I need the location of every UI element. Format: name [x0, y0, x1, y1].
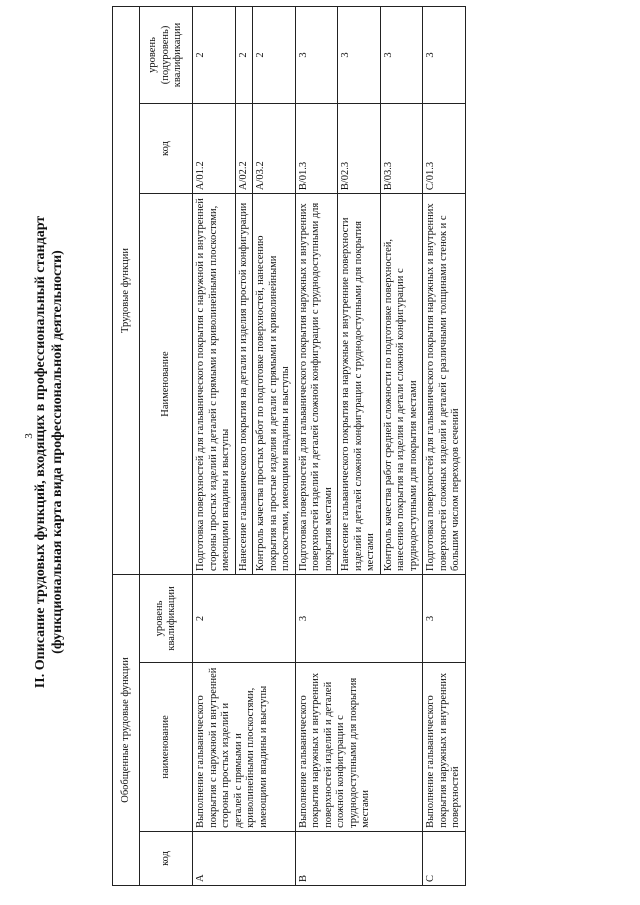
gen-code: C	[423, 831, 466, 885]
fn-name: Нанесение гальванического покрытия на детали и изделия простой конфигурации	[235, 194, 253, 575]
header-name: наименование	[140, 662, 193, 831]
fn-name: Подготовка поверхностей для гальванического покрытия наружных и внутренних поверхностей сложных изделий и деталей с различными толщинами стенок и с большим числом переходов сечений	[423, 194, 466, 575]
functional-map	[112, 6, 612, 886]
table-row	[295, 7, 338, 886]
fn-level: 3	[338, 7, 381, 104]
fn-name: Подготовка поверхностей для гальванического покрытия с наружной и внутренней стороны простых изделий и деталей с прямыми и криволинейными плоскостями, имеющими впадины и выступы	[193, 194, 236, 575]
fn-level: 2	[193, 7, 236, 104]
section-title	[32, 142, 92, 762]
header-code: код	[140, 831, 193, 885]
fn-level: 3	[423, 7, 466, 104]
fn-code: C/01.3	[423, 103, 466, 193]
title-line-1: II. Описание трудовых функций, входящих в профессиональный стандарт	[33, 215, 48, 689]
gen-level: 2	[193, 575, 296, 663]
fn-code: A/03.2	[253, 103, 296, 193]
fn-name: Нанесение гальванического покрытия на наружные и внутренние поверхности изделий и деталей сложной конфигурации с труднодоступными для покрытия местами	[338, 194, 381, 575]
header-fn-name: Наименование	[140, 194, 193, 575]
header-sublevel: уровень (подуровень) квалификации	[140, 7, 193, 104]
fn-code: A/01.2	[193, 103, 236, 193]
functions-table	[112, 6, 466, 886]
gen-level: 3	[295, 575, 423, 663]
fn-code: B/01.3	[295, 103, 338, 193]
gen-code: A	[193, 831, 296, 885]
title-line-2: (функциональная карта вида профессиональной деятельности)	[50, 250, 65, 654]
fn-level: 2	[235, 7, 253, 104]
fn-code: B/02.3	[338, 103, 381, 193]
fn-name: Контроль качества простых работ по подготовке поверхностей, нанесению покрытия на простые изделия и детали с прямыми и криволинейными плоскостями, имеющими впадины и выступы	[253, 194, 296, 575]
gen-name: Выполнение гальванического покрытия наружных и внутренних поверхностей	[423, 662, 466, 831]
page-number: 3	[22, 433, 35, 439]
gen-level: 3	[423, 575, 466, 663]
gen-name: Выполнение гальванического покрытия наружных и внутренних поверхностей изделий и деталей сложной конфигурации с труднодоступными для покрытия местами	[295, 662, 423, 831]
header-generalized: Обобщенные трудовые функции	[113, 575, 140, 886]
table-row	[193, 7, 236, 886]
fn-name: Контроль качества работ средней сложности по подготовке поверхностей, нанесению покрытия на изделия и детали сложной конфигурации с труднодоступными для покрытия местами	[380, 194, 423, 575]
fn-code: A/02.2	[235, 103, 253, 193]
gen-code: B	[295, 831, 423, 885]
header-functions: Трудовые функции	[113, 7, 140, 575]
header-fn-code: код	[140, 103, 193, 193]
gen-name: Выполнение гальванического покрытия с наружной и внутренней стороны простых изделий и деталей с прямыми и криволинейными плоскостями, имеющими впадины и выступы	[193, 662, 296, 831]
fn-level: 3	[380, 7, 423, 104]
fn-level: 2	[253, 7, 296, 104]
fn-code: B/03.3	[380, 103, 423, 193]
header-qual-level: уровень квалификации	[140, 575, 193, 663]
fn-name: Подготовка поверхностей для гальванического покрытия наружных и внутренних поверхностей изделий и деталей сложной конфигурации с труднодоступными для покрытия местами	[295, 194, 338, 575]
fn-level: 3	[295, 7, 338, 104]
table-row	[423, 7, 466, 886]
